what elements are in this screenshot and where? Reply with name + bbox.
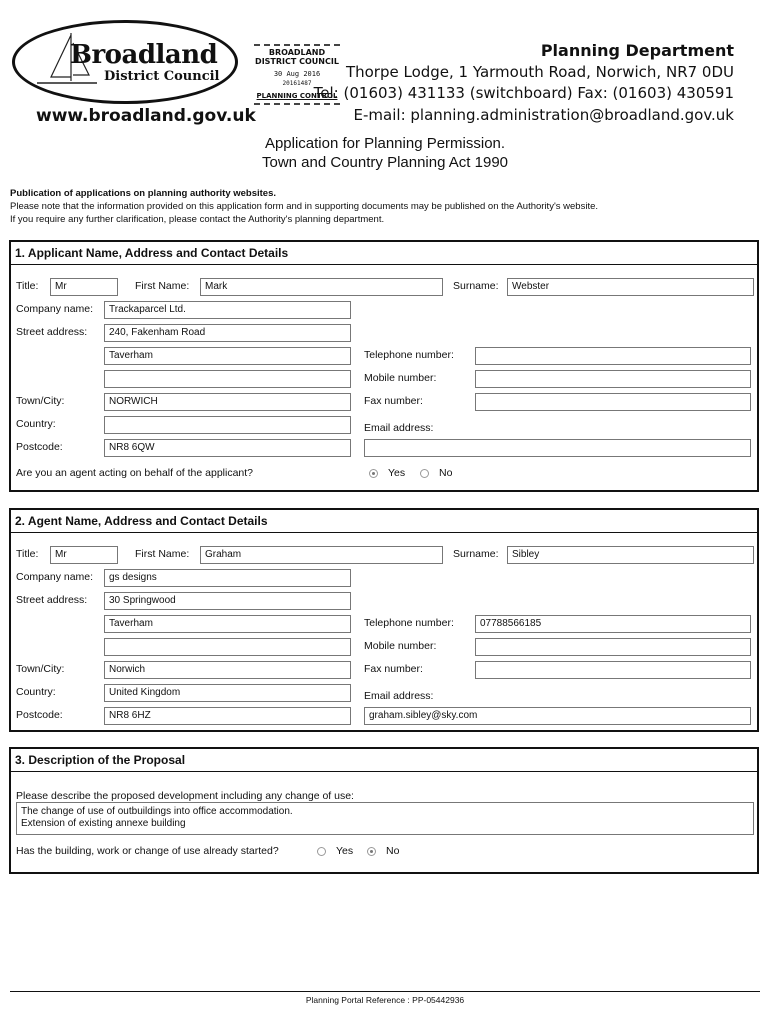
agent-surname-field[interactable]: Sibley <box>507 546 754 564</box>
applicant-street3-field[interactable] <box>104 370 351 388</box>
application-title <box>0 134 770 172</box>
applicant-telephone-field[interactable] <box>475 347 751 365</box>
website-link[interactable]: www.broadland.gov.uk <box>36 106 256 126</box>
title-label: Title: <box>16 280 39 292</box>
company-label: Company name: <box>16 303 94 315</box>
telephone-label: Telephone number: <box>364 617 454 629</box>
applicant-section <box>9 240 759 492</box>
company-label: Company name: <box>16 571 94 583</box>
town-label: Town/City: <box>16 663 65 675</box>
divider <box>11 264 757 265</box>
applicant-first-name-field[interactable]: Mark <box>200 278 443 296</box>
telephone-label: Telephone number: <box>364 349 454 361</box>
agent-yes-label: Yes <box>388 467 406 479</box>
stamp-line1: BROADLAND <box>268 48 326 57</box>
agent-question: Are you an agent acting on behalf of the applicant? <box>16 467 254 479</box>
applicant-title-field[interactable]: Mr <box>50 278 118 296</box>
applicant-street1-field[interactable]: 240, Fakenham Road <box>104 324 351 342</box>
applicant-mobile-field[interactable] <box>475 370 751 388</box>
logo-name: Broadland <box>70 40 218 70</box>
title-line2: Town and Country Planning Act 1990 <box>262 154 508 171</box>
agent-no-label: No <box>439 467 453 479</box>
agent-telephone-field[interactable]: 07788566185 <box>475 615 751 633</box>
stamp-dept: PLANNING CONTROL <box>256 92 338 100</box>
agent-company-field[interactable]: gs designs <box>104 569 351 587</box>
agent-street1-field[interactable]: 30 Springwood <box>104 592 351 610</box>
applicant-surname-field[interactable]: Webster <box>507 278 754 296</box>
agent-title-field[interactable]: Mr <box>50 546 118 564</box>
surname-label: Surname: <box>453 548 499 560</box>
dept-email: E-mail: planning.administration@broadland.gov.uk <box>353 105 734 124</box>
mobile-label: Mobile number: <box>364 372 437 384</box>
divider <box>11 771 757 772</box>
agent-fax-field[interactable] <box>475 661 751 679</box>
applicant-email-field[interactable] <box>364 439 751 457</box>
publication-line2: If you require any further clarification, please contact the Authority's planning department. <box>10 214 385 225</box>
postcode-label: Postcode: <box>16 441 63 453</box>
fax-label: Fax number: <box>364 663 423 675</box>
dept-address: Thorpe Lodge, 1 Yarmouth Road, Norwich, NR7 0DU <box>345 62 734 81</box>
agent-mobile-field[interactable] <box>475 638 751 656</box>
description-line: Extension of existing annexe building <box>21 818 186 829</box>
stamp-date: 30 Aug 2016 <box>273 70 321 78</box>
first-name-label: First Name: <box>135 548 190 560</box>
street-label: Street address: <box>16 594 88 606</box>
department-contact <box>314 40 734 126</box>
surname-label: Surname: <box>453 280 499 292</box>
publication-notice <box>10 187 598 226</box>
country-label: Country: <box>16 418 56 430</box>
started-yes-radio[interactable] <box>317 847 326 856</box>
agent-first-name-field[interactable]: Graham <box>200 546 443 564</box>
started-no-radio[interactable] <box>367 847 376 856</box>
description-line: The change of use of outbuildings into office accommodation. <box>21 806 293 817</box>
town-label: Town/City: <box>16 395 65 407</box>
agent-country-field[interactable]: United Kingdom <box>104 684 351 702</box>
section-heading: 2. Agent Name, Address and Contact Details <box>15 514 268 528</box>
started-question: Has the building, work or change of use already started? <box>16 845 279 857</box>
email-label: Email address: <box>364 422 434 434</box>
agent-postcode-field[interactable]: NR8 6HZ <box>104 707 351 725</box>
agent-yes-radio[interactable] <box>369 469 378 478</box>
logo-subtitle: District Council <box>104 69 220 84</box>
stamp-line2: DISTRICT COUNCIL <box>255 57 339 66</box>
applicant-street2-field[interactable]: Taverham <box>104 347 351 365</box>
applicant-country-field[interactable] <box>104 416 351 434</box>
description-prompt: Please describe the proposed development including any change of use: <box>16 790 354 802</box>
fax-label: Fax number: <box>364 395 423 407</box>
agent-town-field[interactable]: Norwich <box>104 661 351 679</box>
applicant-town-field[interactable]: NORWICH <box>104 393 351 411</box>
agent-street2-field[interactable]: Taverham <box>104 615 351 633</box>
applicant-postcode-field[interactable]: NR8 6QW <box>104 439 351 457</box>
title-label: Title: <box>16 548 39 560</box>
dept-tel: Tel: (01603) 431133 (switchboard) Fax: (01603) 430591 <box>313 84 734 102</box>
title-line1: Application for Planning Permission. <box>264 135 506 152</box>
footer-divider <box>10 991 760 992</box>
publication-heading: Publication of applications on planning authority websites. <box>10 188 277 199</box>
publication-line1: Please note that the information provided on this application form and in supporting documents may be published on the Authority's website. <box>10 201 599 212</box>
agent-email-field[interactable]: graham.sibley@sky.com <box>364 707 751 725</box>
dept-title: Planning Department <box>540 41 734 60</box>
started-no-label: No <box>386 845 400 857</box>
applicant-fax-field[interactable] <box>475 393 751 411</box>
email-label: Email address: <box>364 690 434 702</box>
proposal-section <box>9 747 759 874</box>
stamp-number: 20161487 <box>282 80 312 87</box>
mobile-label: Mobile number: <box>364 640 437 652</box>
section-heading: 1. Applicant Name, Address and Contact Details <box>15 246 289 260</box>
postcode-label: Postcode: <box>16 709 63 721</box>
first-name-label: First Name: <box>135 280 190 292</box>
agent-no-radio[interactable] <box>420 469 429 478</box>
portal-reference: Planning Portal Reference : PP-05442936 <box>305 995 465 1005</box>
description-textarea[interactable] <box>16 802 754 835</box>
agent-street3-field[interactable] <box>104 638 351 656</box>
started-yes-label: Yes <box>336 845 354 857</box>
country-label: Country: <box>16 686 56 698</box>
street-label: Street address: <box>16 326 88 338</box>
section-heading: 3. Description of the Proposal <box>15 753 186 767</box>
agent-section <box>9 508 759 732</box>
applicant-company-field[interactable]: Trackaparcel Ltd. <box>104 301 351 319</box>
divider <box>11 532 757 533</box>
